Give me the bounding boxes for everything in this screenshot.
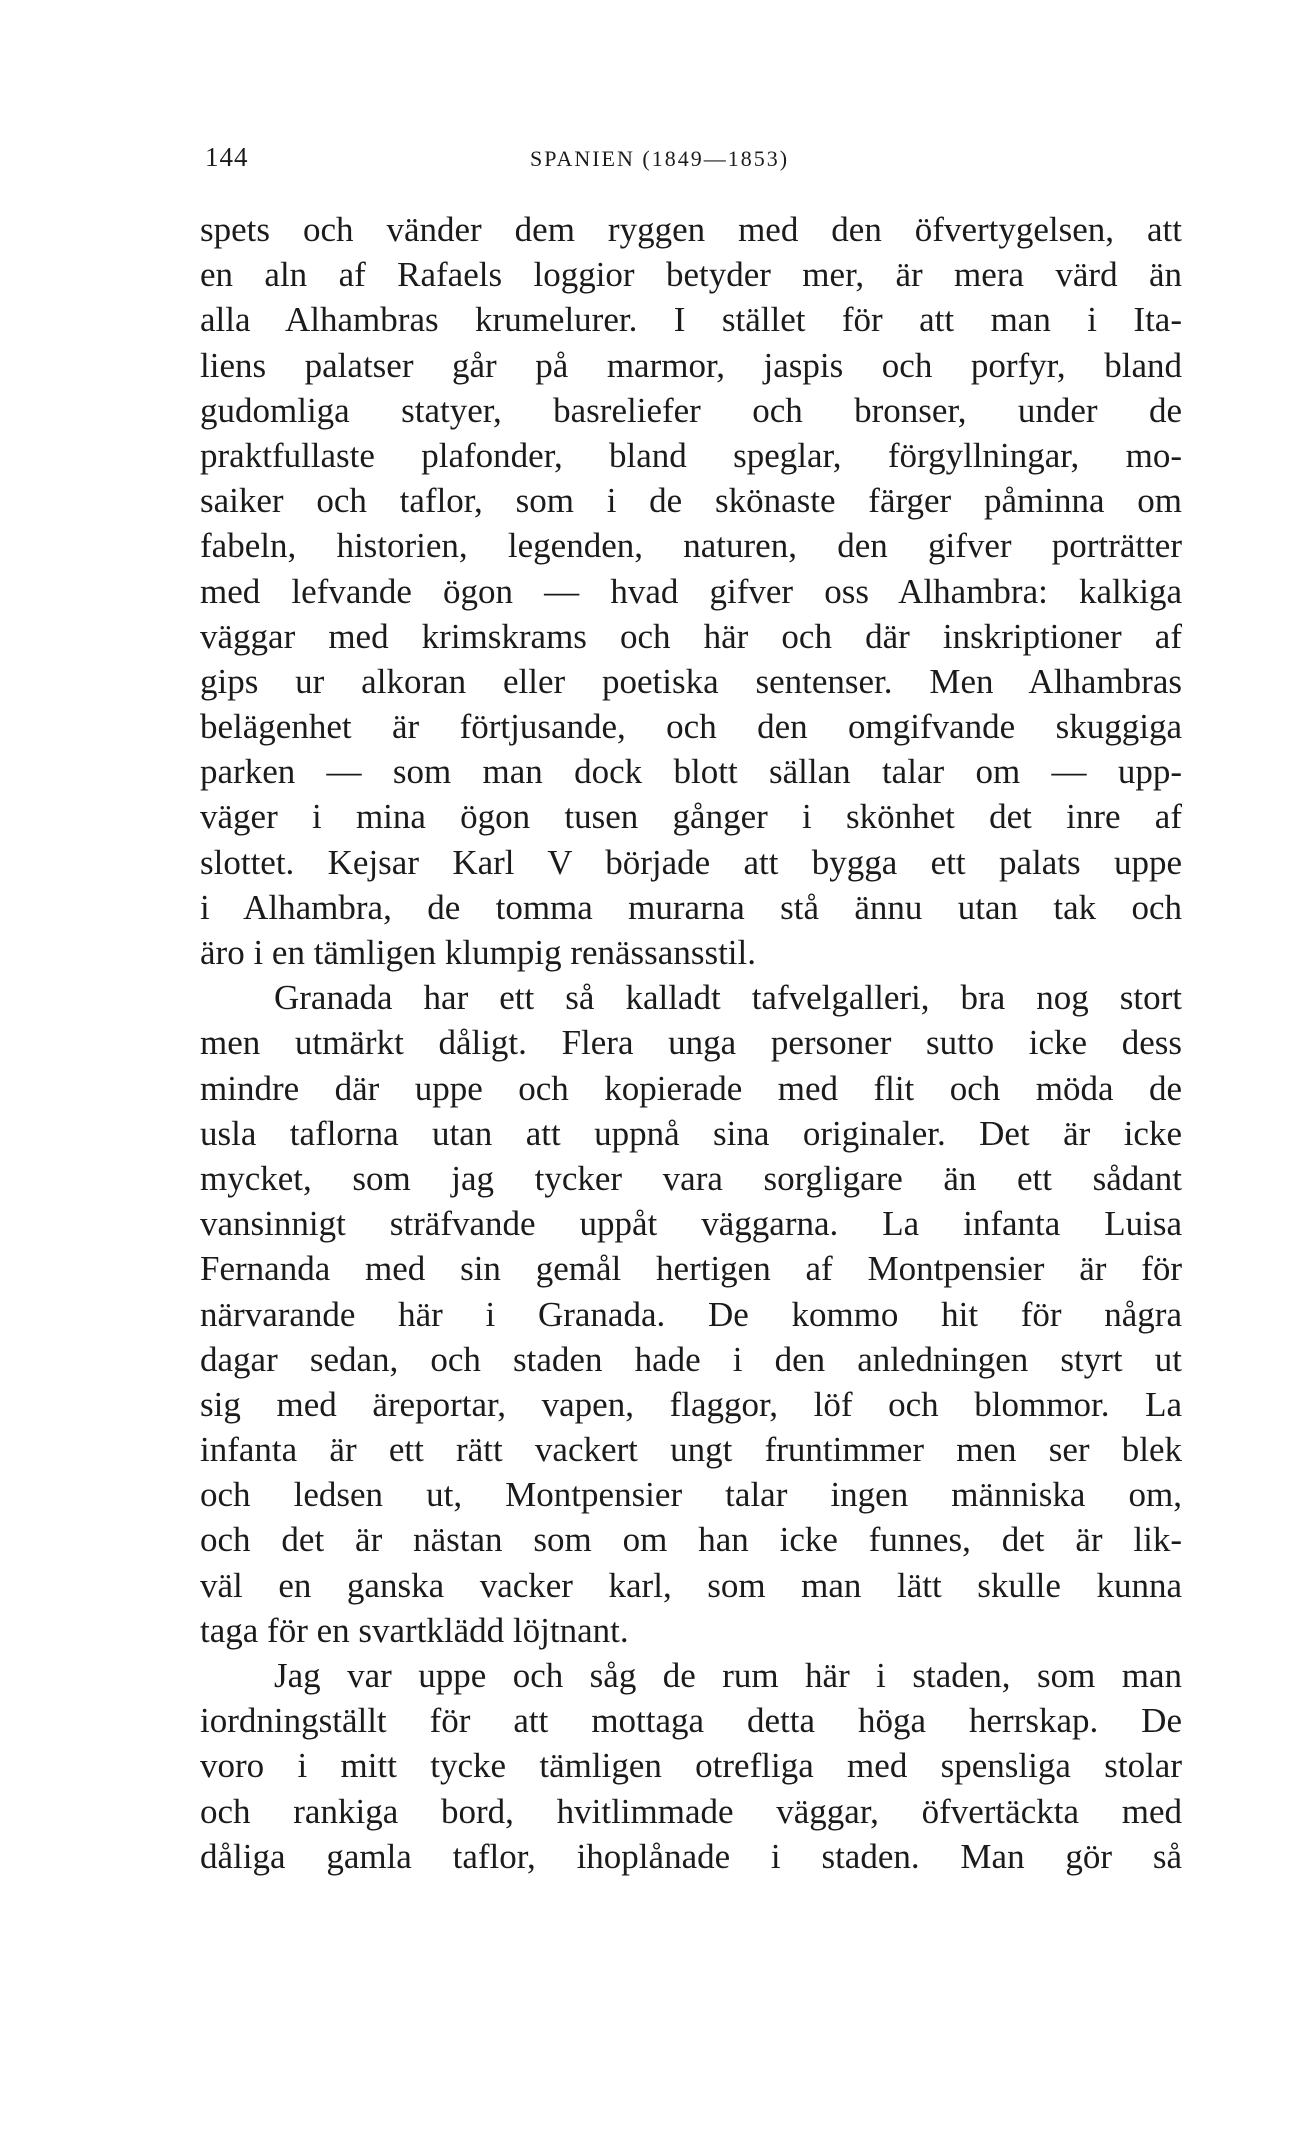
text-line: väggar med krimskrams och här och där inskriptioner af (200, 616, 1182, 656)
text-line: alla Alhambras krumelurer. I stället för att man i Ita- (200, 300, 1182, 340)
text-line: närvarande här i Granada. De kommo hit för några (200, 1294, 1182, 1334)
text-line: väl en ganska vacker karl, som man lätt skulle kunna (200, 1565, 1182, 1605)
text-line: men utmärkt dåligt. Flera unga personer sutto icke dess (200, 1023, 1182, 1063)
text-line: usla taflorna utan att uppnå sina originaler. Det är icke (200, 1113, 1182, 1153)
text-line: dagar sedan, och staden hade i den anledningen styrt ut (200, 1339, 1182, 1379)
text-line: äro i en tämligen klumpig renässansstil. (200, 933, 757, 972)
text-line: voro i mitt tycke tämligen otrefliga med spensliga stolar (200, 1746, 1182, 1786)
text-line: gips ur alkoran eller poetiska sentenser. Men Alhambras (200, 661, 1182, 701)
text-line: mycket, som jag tycker vara sorgligare än ett sådant (200, 1158, 1182, 1198)
text-line: belägenhet är förtjusande, och den omgifvande skuggiga (200, 707, 1182, 747)
text-line: mindre där uppe och kopierade med flit och möda de (200, 1068, 1182, 1108)
text-line: taga för en svartklädd löjtnant. (200, 1610, 629, 1650)
text-line: med lefvande ögon — hvad gifver oss Alhambra: kalkiga (200, 571, 1182, 611)
text-line: parken — som man dock blott sällan talar om — upp- (200, 752, 1182, 792)
text-line: väger i mina ögon tusen gånger i skönhet det inre af (200, 797, 1182, 837)
text-line: en aln af Rafaels loggior betyder mer, är mera värd än (200, 255, 1182, 295)
text-line: slottet. Kejsar Karl V började att bygga ett palats uppe (200, 842, 1182, 882)
text-line: praktfullaste plafonder, bland speglar, förgyllningar, mo- (200, 435, 1182, 475)
text-line: och ledsen ut, Montpensier talar ingen människa om, (200, 1475, 1182, 1515)
text-line: saiker och taflor, som i de skönaste färger påminna om (200, 481, 1182, 521)
text-line: fabeln, historien, legenden, naturen, den gifver porträtter (200, 526, 1182, 566)
text-line: och det är nästan som om han icke funnes, det är lik- (200, 1520, 1182, 1560)
running-head (205, 142, 1173, 182)
text-line: i Alhambra, de tomma murarna stå ännu utan tak och (200, 887, 1182, 927)
text-line: gudomliga statyer, basreliefer och bronser, under de (200, 390, 1182, 430)
body-text (200, 207, 1182, 1879)
text-line: och rankiga bord, hvitlimmade väggar, öfvertäckta med (200, 1791, 1182, 1831)
text-line: Jag var uppe och såg de rum här i staden, som man (274, 1656, 1182, 1695)
text-line: Fernanda med sin gemål hertigen af Montpensier är för (200, 1249, 1182, 1289)
text-line: liens palatser går på marmor, jaspis och porfyr, bland (200, 345, 1182, 385)
text-line: Granada har ett så kalladt tafvelgalleri, bra nog stort (274, 978, 1182, 1018)
text-line: infanta är ett rätt vackert ungt fruntimmer men ser blek (200, 1430, 1182, 1470)
text-line: dåliga gamla taflor, ihoplånade i staden. Man gör så (200, 1836, 1182, 1876)
text-line: spets och vänder dem ryggen med den öfvertygelsen, att (200, 210, 1182, 249)
text-line: iordningställt för att mottaga detta höga herrskap. De (200, 1701, 1182, 1741)
running-head-title: SPANIEN (1849—1853) (530, 146, 790, 171)
text-line: sig med äreportar, vapen, flaggor, löf och blommor. La (200, 1384, 1182, 1424)
text-line: vansinnigt sträfvande uppåt väggarna. La infanta Luisa (200, 1204, 1182, 1244)
page-number: 144 (205, 142, 249, 172)
